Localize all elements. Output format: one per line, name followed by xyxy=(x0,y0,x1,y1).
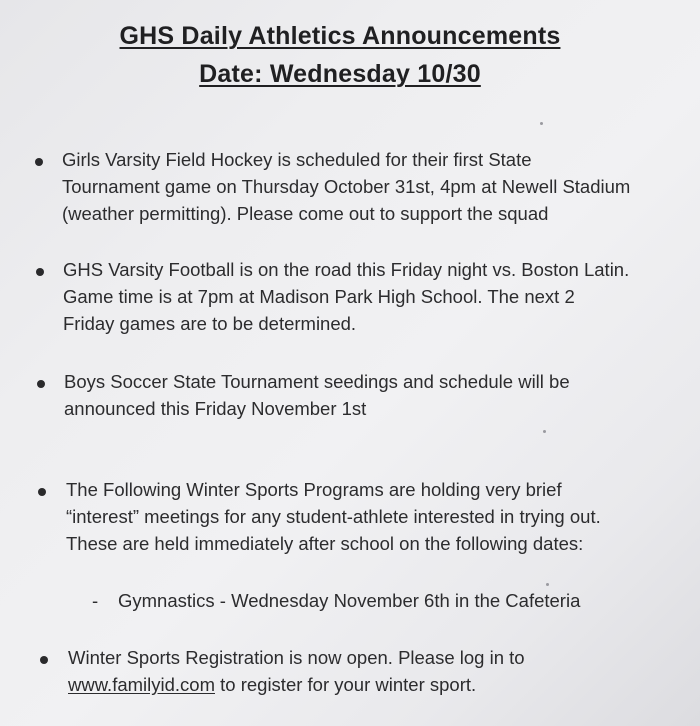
paper-speck xyxy=(540,122,543,125)
announcement-line: announced this Friday November 1st xyxy=(64,398,367,419)
announcement-line: (weather permitting). Please come out to support the squad xyxy=(62,203,549,224)
bullet-dot xyxy=(36,268,44,276)
sub-item-dash: - xyxy=(92,590,99,611)
announcement-line-with-link xyxy=(68,671,525,698)
announcement-line: Winter Sports Registration is now open. Please log in to xyxy=(68,647,525,668)
familyid-link[interactable]: www.familyid.com xyxy=(68,674,215,695)
bullet-dot xyxy=(35,158,43,166)
announcement-line: The Following Winter Sports Programs are holding very brief xyxy=(66,479,562,500)
announcement-line: Tournament game on Thursday October 31st, 4pm at Newell Stadium xyxy=(62,176,631,197)
announcement-registration xyxy=(68,644,525,698)
announcement-field-hockey xyxy=(62,146,630,227)
announcement-line: “interest” meetings for any student-athlete interested in trying out. xyxy=(66,506,601,527)
announcement-soccer xyxy=(64,368,570,422)
sub-item-gymnastics: Gymnastics - Wednesday November 6th in the Cafeteria xyxy=(118,590,581,611)
paper-speck xyxy=(543,430,546,433)
paper-speck xyxy=(546,583,549,586)
page-title: GHS Daily Athletics Announcements xyxy=(119,22,561,50)
bullet-dot xyxy=(38,488,46,496)
announcement-line-tail: to register for your winter sport. xyxy=(215,674,477,695)
announcement-winter-interest xyxy=(66,476,601,557)
bullet-dot xyxy=(40,656,48,664)
announcement-line: Game time is at 7pm at Madison Park High School. The next 2 xyxy=(63,286,575,307)
announcement-line: GHS Varsity Football is on the road this Friday night vs. Boston Latin. xyxy=(63,259,630,280)
announcement-line: Boys Soccer State Tournament seedings and schedule will be xyxy=(64,371,570,392)
announcement-football xyxy=(63,256,629,337)
bullet-dot xyxy=(37,380,45,388)
announcement-line: Friday games are to be determined. xyxy=(63,313,357,334)
page-date: Date: Wednesday 10/30 xyxy=(199,60,481,88)
announcement-line: Girls Varsity Field Hockey is scheduled for their first State xyxy=(62,149,532,170)
announcement-line: These are held immediately after school on the following dates: xyxy=(66,533,584,554)
